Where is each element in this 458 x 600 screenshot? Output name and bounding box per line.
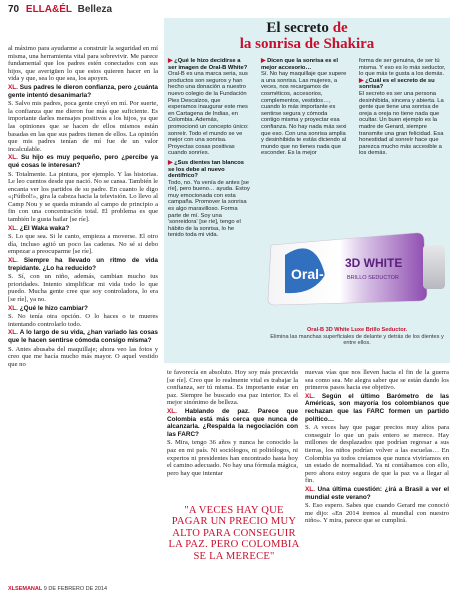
product-subname-text: BRILLO SEDUCTOR bbox=[347, 275, 399, 281]
arrow-icon: ▶ bbox=[168, 58, 175, 64]
interview-question: XL. ¿El Waka waka? bbox=[8, 224, 70, 232]
page-number: 70 bbox=[8, 4, 20, 15]
sidebar-answer: El secreto es ser una persona desinhibida, sincera y abierta. La gente que tiene una sonrisa de oreja a oreja no tiene nada que ocultar. Un buen ejemplo es la madre de Gerard, siempre transmite una gran felicidad. Esa honestidad al sonreír hace que parezca mucho más accesible a los demás. bbox=[359, 90, 444, 157]
interview-question: XL. Sus padres le dieron confianza, pero ¿cuánta gente intentó desanimarla? bbox=[8, 83, 158, 99]
product-name-text: 3D WHITE bbox=[345, 256, 403, 270]
question-label: XL. bbox=[8, 257, 18, 265]
question-label: XL. bbox=[8, 329, 18, 337]
interview-question: XL. A lo largo de su vida, ¿han variado las cosas que le hacen sentirse cómoda consigo misma? bbox=[8, 329, 158, 344]
interview-paragraph: S. Sí, con un niño, además, cambian mucho tus prioridades. Intento simplificar mi vida todo lo que puedo. Mucha gente cree que soy controladora, lo era [se ríe], ya no. bbox=[8, 273, 158, 303]
interview-paragraph: S. No tenía otra opción. O lo haces o te mueres intentando controlarlo todo. bbox=[8, 313, 158, 328]
interview-paragraph: S. A veces hay que pagar precios muy altos para conseguir lo que un país entero se merece. Hay millones de desplazados que podrían regresar a sus tierras, los niños podrían volver a las escuelas… En Colombia ya todos creíamos que nunca viviríamos en un estado de normalidad. Ya ni contábamos con ello, pero ahora estoy segura de que la paz va a llegar al fin. bbox=[305, 424, 449, 485]
interview-paragraph: S. Lo que sea. Si le canto, empieza a moverse. El otro día, incluso agitó un poco las caderas. No sé si debo empezar a preocuparme [se ríe]. bbox=[8, 233, 158, 256]
question-label: XL. bbox=[8, 224, 18, 232]
interview-paragraph: S. Eso espero. Sabes que cuando Gerard me conoció me dijo: «En 2014 iremos al mundial con nuestro niño». Y mira, parece que se cumplirá. bbox=[305, 502, 449, 525]
interview-paragraph: S. Salvo mis padres, poca gente creyó en mí. Por suerte, la confianza que me dieron fue más que suficiente. Es importante darles mensajes positivos a los hijos, ya que las opiniones que se hacen de ellos mismos están basadas en las que sus padres tienen de ellos. La opinión que mis padres tenían de mí fue de un valor incalculable. bbox=[8, 100, 158, 153]
arrow-icon: ▶ bbox=[261, 58, 268, 64]
arrow-icon: ▶ bbox=[168, 159, 175, 166]
interview-question: XL. Su hijo es muy pequeño, pero ¿percibe ya qué cosas le interesan? bbox=[8, 154, 159, 169]
sidebar-question: ▶ Dicen que la sonrisa es el mejor accesorio… bbox=[261, 58, 338, 71]
article-column-3 bbox=[305, 369, 449, 526]
sidebar-column-3: forma de ser genuina, de ser tú misma. Y eso es lo más seductor, lo que más te gusta a los demás. ▶ ¿Cuál es el secreto de su sonrisa? El secreto es ser una persona desinhibida, sincera y abierta. La gente que tiene una sonrisa de oreja a oreja no tiene nada que ocultar. Un buen ejemplo es la madre de Gerard, siempre transmite una gran felicidad. Esa honestidad al sonreír hace que parezca mucho más accesible a los demás. bbox=[359, 58, 446, 157]
question-label: XL. bbox=[8, 83, 18, 91]
interview-paragraph: S. Totalmente. La pintura, por ejemplo. Y las historias. Le leo cuentos desde que nació. No se cansa. También le encanta ver los partidos de su padre. En cuanto le digo «¡Fútbol!», gira la cabeza hacia la televisión. Lo llevo al Camp Nou y se queda mirando al campo de principio a fin con una concentración total. El problema es que también le gusta bailar [se ríe]. bbox=[8, 170, 158, 224]
interview-paragraph: S. Mira, tengo 36 años y nunca he conocido la paz en mi país. Ni sociólogos, ni politólogos, ni expertos ni presidentes han encontrado hasta hoy el camino adecuado. No hay una fórmula mágica, pero hay que intentar bbox=[167, 439, 298, 477]
sidebar-column-2 bbox=[261, 58, 347, 160]
interview-question: XL. Según el último Barómetro de las Américas, son mayoría los colombianos que rechazan que las FARC formen un partido político… bbox=[305, 392, 450, 423]
magazine-section-brand: ELLA&ÉL bbox=[25, 4, 72, 15]
pull-quote: "A VECES HAY QUE PAGAR UN PRECIO MUY ALTO PARA CONSEGUIR LA PAZ. PERO COLOMBIA SE LA MERECE" bbox=[168, 505, 300, 562]
sidebar-answer: Sí. No hay maquillaje que supere a una sonrisa. Las mujeres, a veces, nos recargamos de cosméticos, accesorios, complementos, vestidos…, cuando lo más importante es sentirse segura y cómoda contigo misma y proyectar esa confianza. No hay nada más sexi que eso. Con una sonrisa amplia y desinhibida te estás diciendo al mundo que no tienes nada que esconder. Es la mejor bbox=[261, 71, 347, 157]
product-brand-text: Oral-B bbox=[291, 266, 334, 282]
sidebar-question: ▶ ¿Cuál es el secreto de su sonrisa? bbox=[359, 77, 435, 91]
page-footer: XLSEMANAL 9 DE FEBRERO DE 2014 bbox=[8, 586, 108, 592]
interview-question: XL. ¿Qué le hizo cambiar? bbox=[8, 304, 88, 312]
interview-question: XL. Hablando de paz. Parece que Colombia está más cerca que nunca de alcanzarla. ¿Respalda la negociación con las FARC? bbox=[167, 407, 298, 438]
question-label: XL. bbox=[8, 304, 18, 312]
interview-paragraph: te favorecía en absoluto. Hoy soy más precavida [se ríe]. Creo que lo realmente vital es trabajar la confianza, ser tú misma. Es importante estar en paz. Siempre he buscado esa paz interior. Es el mejor sinónimo de belleza. bbox=[167, 369, 298, 407]
question-label: XL. bbox=[305, 485, 315, 493]
question-label: XL. bbox=[305, 392, 315, 400]
product-caption: Oral-B 3D White Luxe Brillo Seductor. Elimina las manchas superficiales de delante y detrás de los dientes y entre ellos. bbox=[270, 327, 444, 347]
article-column-2 bbox=[167, 369, 298, 478]
toothpaste-product-image bbox=[265, 215, 447, 323]
sidebar-question: ▶ ¿Qué le hizo decidirse a ser imagen de Oral-B White? bbox=[168, 58, 248, 71]
article-column-1 bbox=[8, 45, 158, 369]
question-label: XL. bbox=[8, 154, 18, 162]
interview-paragraph: al máximo para ayudarme a construir la seguridad en mí misma, una herramienta vital para sobrevivir. Me parece fundamental que los padres estén conectados con sus hijos, que averigüen lo que estos quieren hacer en la vida y que, sea lo que sea, los apoyen. bbox=[8, 45, 158, 83]
interview-paragraph: S. Antes abusaba del maquillaje; ahora veo las fotos y creo que me hacía mucho más mayor. O aquel vestido que no bbox=[8, 345, 158, 368]
sidebar-column-1 bbox=[168, 58, 250, 242]
interview-paragraph: nuevas vías que nos lleven hacia el fin de la guerra sea como sea. Me alegra saber que se están dando los primeros pasos hacia ese objetivo. bbox=[305, 369, 449, 392]
page-header bbox=[8, 4, 112, 15]
sidebar-question: ▶ ¿Sus dientes tan blancos se los debe al nuevo dentífrico? bbox=[168, 159, 244, 180]
question-label: XL. bbox=[167, 407, 177, 415]
sidebar-answer: Todo, no. Ya venía de antes [se ríe], pero bueno… ayuda. Estoy muy emocionada con esta campaña. Promover la sonrisa es algo maravilloso. Forma parte de mí. Soy una 'sonreidora' [se ríe], tengo el hábito de la sonrisa, lo he tenido toda mi vida. bbox=[168, 179, 250, 239]
section-name: Belleza bbox=[77, 4, 113, 15]
interview-question: XL. Una última cuestión: ¿irá a Brasil a ver el mundial este verano? bbox=[305, 485, 449, 501]
sidebar-title: El secreto de la sonrisa de Shakira bbox=[239, 20, 375, 52]
interview-question: XL. Siempre ha llevado un ritmo de vida trepidante. ¿Lo ha reducido? bbox=[8, 257, 158, 272]
sidebar-answer: Oral-B es una marca seria, sus productos son seguros y han hecho una donación a nuestro nuevo colegio de la Fundación Pies Descalzos, que esperamos inaugurar este mes en Cartagena de Indias, en Colombia. Además, promocionó un concepto único: sonreír. Todo el mundo se ve mejor con una sonrisa. Proyectas cosas positivas cuando sonríes. bbox=[168, 71, 249, 157]
arrow-icon: ▶ bbox=[359, 77, 366, 84]
